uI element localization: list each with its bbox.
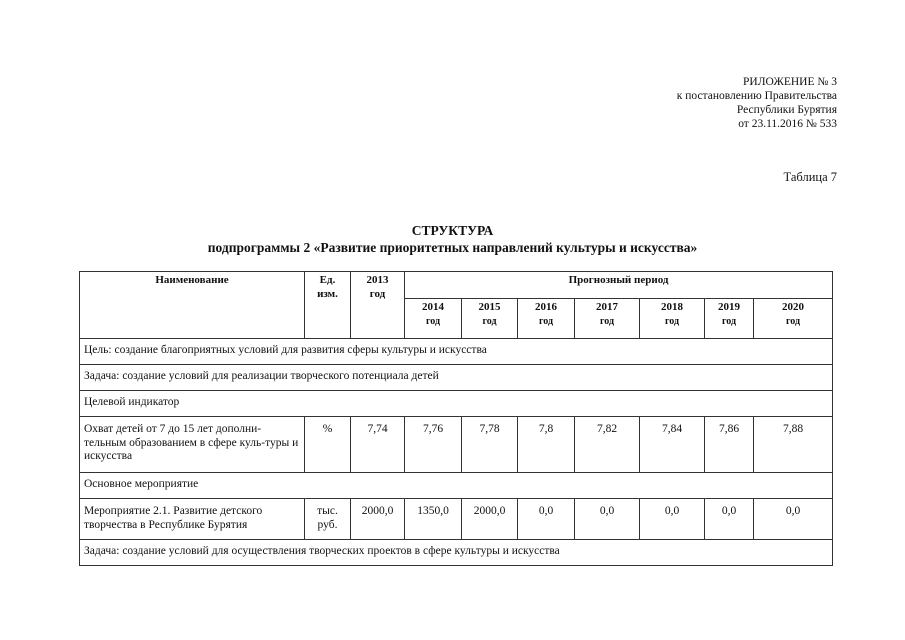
table-number: Таблица 7 xyxy=(783,170,837,184)
header-year xyxy=(462,299,518,339)
activity-unit: тыс. руб. xyxy=(305,499,351,540)
goal-row: Цель: создание благоприятных условий для развития сферы культуры и искусства xyxy=(80,339,833,365)
activity-label-row: Основное мероприятие xyxy=(80,473,833,499)
indicator-value: 7,8 xyxy=(518,417,575,473)
title-line-2: подпрограммы 2 «Развитие приоритетных направлений культуры и искусства» xyxy=(207,240,698,255)
header-year xyxy=(705,299,754,339)
year-sub: год xyxy=(721,315,737,327)
activity-name: Мероприятие 2.1. Развитие детского творчества в Республике Бурятия xyxy=(80,499,305,540)
year-sub: год xyxy=(664,315,680,327)
year-sub: год xyxy=(425,315,441,327)
task-row: Задача: создание условий для осуществления творческих проектов в сфере культуры и искусства xyxy=(80,540,833,566)
structure-table xyxy=(79,271,833,566)
indicator-name: Охват детей от 7 до 15 лет дополни-тельным образованием в сфере куль-туры и искусства xyxy=(80,417,305,473)
indicator-value: 7,82 xyxy=(575,417,640,473)
appendix-line: РИЛОЖЕНИЕ № 3 xyxy=(743,76,837,88)
indicator-value: 7,76 xyxy=(405,417,462,473)
header-year xyxy=(518,299,575,339)
header-2013-sub: год xyxy=(369,287,386,300)
year-label: 2016 xyxy=(535,301,557,313)
title-line-1: СТРУКТУРА xyxy=(411,223,494,238)
appendix-block xyxy=(677,75,837,131)
year-sub: год xyxy=(538,315,554,327)
year-sub: год xyxy=(785,315,801,327)
header-name: Наименование xyxy=(80,272,305,339)
year-label: 2015 xyxy=(478,301,501,313)
activity-value: 1350,0 xyxy=(405,499,462,540)
appendix-line: к постановлению Правительства xyxy=(676,90,837,102)
year-label: 2014 xyxy=(422,301,444,313)
activity-value: 0,0 xyxy=(575,499,640,540)
indicator-label-row: Целевой индикатор xyxy=(80,391,833,417)
activity-value: 2000,0 xyxy=(351,499,405,540)
header-forecast: Прогнозный период xyxy=(405,272,833,299)
indicator-value: 7,78 xyxy=(462,417,518,473)
appendix-line: Республики Бурятия xyxy=(736,104,837,116)
indicator-value: 7,86 xyxy=(705,417,754,473)
header-year xyxy=(405,299,462,339)
activity-value: 0,0 xyxy=(518,499,575,540)
document-title xyxy=(0,222,905,256)
indicator-unit: % xyxy=(305,417,351,473)
header-year xyxy=(575,299,640,339)
indicator-value: 7,74 xyxy=(351,417,405,473)
activity-value: 0,0 xyxy=(705,499,754,540)
indicator-value: 7,88 xyxy=(754,417,833,473)
year-label: 2019 xyxy=(718,301,740,313)
task-row: Задача: создание условий для реализации творческого потенциала детей xyxy=(80,365,833,391)
activity-value: 2000,0 xyxy=(462,499,518,540)
appendix-line: от 23.11.2016 № 533 xyxy=(738,118,837,130)
year-label: 2018 xyxy=(661,301,683,313)
year-label: 2017 xyxy=(596,301,618,313)
activity-value: 0,0 xyxy=(754,499,833,540)
year-label: 2020 xyxy=(782,301,805,313)
year-sub: год xyxy=(482,315,497,327)
indicator-value: 7,84 xyxy=(640,417,705,473)
header-2013 xyxy=(351,272,405,339)
activity-value: 0,0 xyxy=(640,499,705,540)
header-unit: Ед. изм. xyxy=(305,272,351,339)
header-year xyxy=(754,299,833,339)
header-year xyxy=(640,299,705,339)
year-sub: год xyxy=(599,315,615,327)
header-2013-year: 2013 xyxy=(366,274,389,286)
